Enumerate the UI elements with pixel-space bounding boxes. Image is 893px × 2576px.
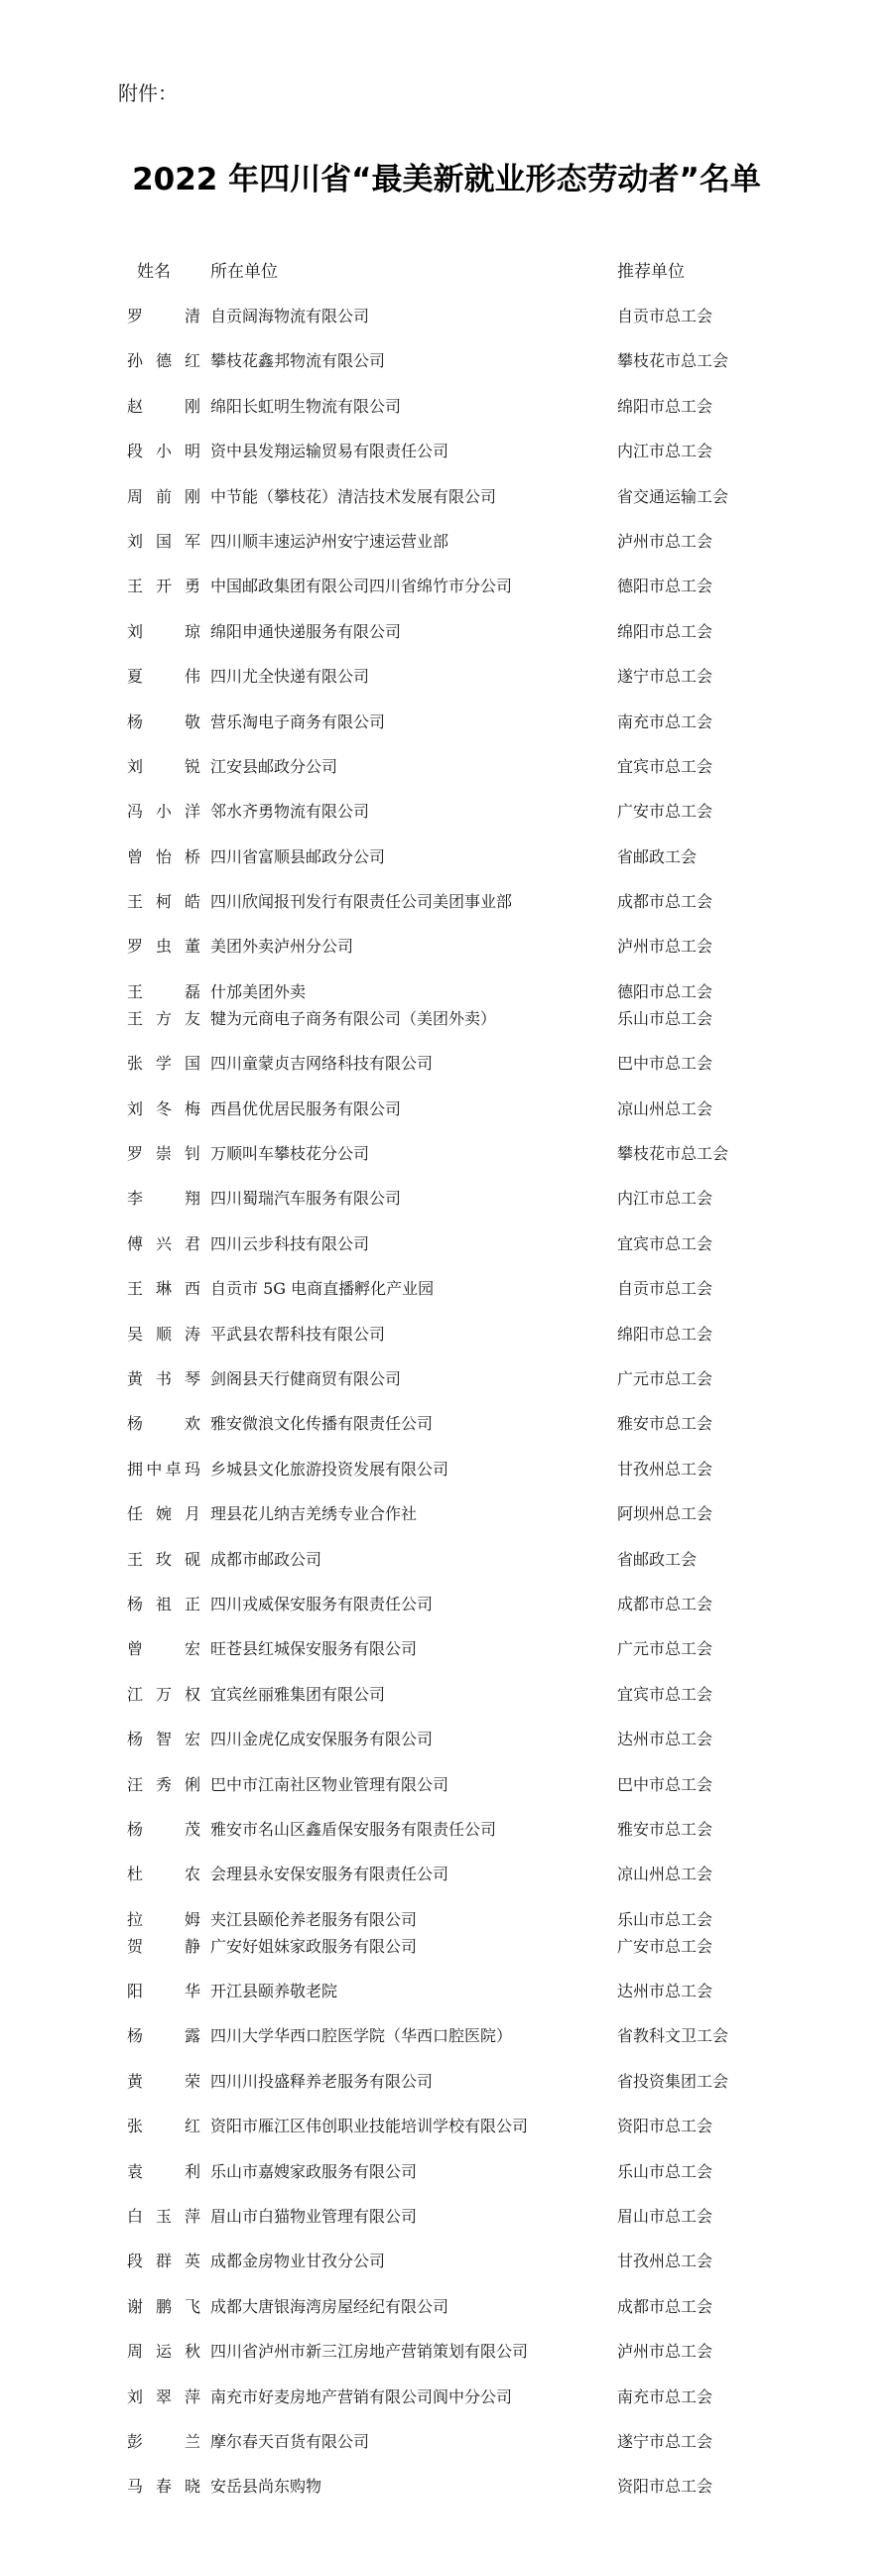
table-row: [0, 800, 893, 844]
row-recommender: 凉山州总工会: [617, 1865, 713, 1884]
header-recommender: 推荐单位: [617, 262, 685, 282]
table-row: [0, 2115, 893, 2159]
row-unit: 四川川投盛释养老服务有限公司: [210, 2071, 434, 2091]
row-unit: 江安县邮政分公司: [210, 756, 338, 776]
row-recommender: 攀枝花市总工会: [617, 1144, 729, 1164]
attachment-label: 附件：: [118, 81, 178, 105]
row-unit: 南充市好麦房地产营销有限公司阆中分公司: [210, 2386, 513, 2406]
row-name: 拥中卓玛: [127, 1459, 200, 1479]
row-unit: 剑阁县天行健商贸有限公司: [210, 1368, 402, 1388]
row-unit: 平武县农帮科技有限公司: [210, 1324, 386, 1344]
table-row: [0, 1232, 893, 1277]
row-recommender: 巴中市总工会: [617, 1054, 713, 1074]
table-row: [0, 440, 893, 484]
header-name: 姓名: [137, 262, 171, 282]
row-unit: 四川顺丰速运泸州安宁速运营业部: [210, 531, 449, 551]
row-name: 贺 静: [127, 1936, 200, 1956]
table-row: [0, 1908, 893, 1935]
row-unit: 营乐淘电子商务有限公司: [210, 711, 386, 731]
row-unit: 中国邮政集团有限公司四川省绵竹市分公司: [210, 577, 513, 596]
row-name: 黄 荣: [127, 2071, 200, 2091]
row-unit: 雅安微浪文化传播有限责任公司: [210, 1414, 434, 1434]
row-unit: 乡城县文化旅游投资发展有限公司: [210, 1459, 449, 1479]
row-unit: 什邡美团外卖: [210, 981, 307, 1001]
row-recommender: 达州市总工会: [617, 1982, 713, 2001]
table-row: [0, 2385, 893, 2430]
row-recommender: 广元市总工会: [617, 1368, 713, 1388]
table-row: [0, 1502, 893, 1547]
row-recommender: 遂宁市总工会: [617, 667, 713, 687]
table-row: [0, 1637, 893, 1682]
row-recommender: 省交通运输工会: [617, 486, 729, 506]
table-row: [0, 2205, 893, 2250]
row-recommender: 内江市总工会: [617, 442, 713, 461]
table-row: [0, 1367, 893, 1412]
row-unit: 乐山市嘉嫂家政服务有限公司: [210, 2161, 418, 2181]
row-recommender: 甘孜州总工会: [617, 2252, 713, 2271]
row-unit: 四川云步科技有限公司: [210, 1233, 370, 1253]
row-name: 杨智宏: [127, 1730, 200, 1749]
table-row: [0, 890, 893, 935]
row-unit: 资阳市雁江区伟创职业技能培训学校有限公司: [210, 2117, 529, 2136]
table-row: [0, 2340, 893, 2384]
row-unit: 开江县颐养敬老院: [210, 1982, 338, 2001]
table-row: [0, 1935, 893, 1980]
row-name: 段群英: [127, 2252, 200, 2271]
row-recommender: 阿坝州总工会: [617, 1504, 713, 1524]
row-name: 杨 欢: [127, 1414, 200, 1434]
table-row: [0, 1980, 893, 2024]
table-row: [0, 575, 893, 619]
row-name: 杨 茂: [127, 1819, 200, 1839]
row-unit: 旺苍县红城保安服务有限公司: [210, 1639, 418, 1659]
row-unit: 成都大唐银海湾房屋经纪有限公司: [210, 2296, 449, 2316]
row-name: 吴顺涛: [127, 1324, 200, 1344]
row-name: 王琳西: [127, 1279, 200, 1299]
row-recommender: 宜宾市总工会: [617, 756, 713, 776]
row-recommender: 泸州市总工会: [617, 937, 713, 957]
row-name: 袁 利: [127, 2161, 200, 2181]
table-row: [0, 710, 893, 755]
row-unit: 中节能（攀枝花）清洁技术发展有限公司: [210, 486, 497, 506]
row-name: 江万权: [127, 1684, 200, 1704]
row-name: 刘国军: [127, 531, 200, 551]
row-recommender: 泸州市总工会: [617, 2342, 713, 2362]
row-recommender: 凉山州总工会: [617, 1098, 713, 1118]
row-name: 张 红: [127, 2117, 200, 2136]
row-unit: 四川省富顺县邮政分公司: [210, 846, 386, 866]
row-recommender: 资阳市总工会: [617, 2477, 713, 2497]
row-recommender: 资阳市总工会: [617, 2117, 713, 2136]
row-name: 李 翔: [127, 1189, 200, 1209]
row-name: 杨祖正: [127, 1594, 200, 1613]
row-recommender: 泸州市总工会: [617, 531, 713, 551]
row-recommender: 广安市总工会: [617, 1936, 713, 1956]
table-row: [0, 1097, 893, 1142]
row-name: 汪秀俐: [127, 1774, 200, 1794]
table-row: [0, 2295, 893, 2340]
row-unit: 巴中市江南社区物业管理有限公司: [210, 1774, 449, 1794]
table-row: [0, 620, 893, 665]
row-recommender: 德阳市总工会: [617, 577, 713, 596]
row-recommender: 广安市总工会: [617, 802, 713, 822]
row-name: 罗 清: [127, 307, 200, 325]
row-name: 周运秋: [127, 2342, 200, 2362]
row-unit: 美团外卖泸州分公司: [210, 937, 354, 957]
row-recommender: 乐山市总工会: [617, 1909, 713, 1929]
table-row: [0, 755, 893, 800]
table-row: [0, 1412, 893, 1457]
table-row: [0, 665, 893, 709]
table-row: [0, 1052, 893, 1096]
table-row: [0, 1548, 893, 1593]
table-row: [0, 1818, 893, 1863]
table-row: [0, 2024, 893, 2069]
row-name: 王开勇: [127, 577, 200, 596]
row-unit: 自贡阔海物流有限公司: [210, 307, 370, 325]
row-recommender: 南充市总工会: [617, 2386, 713, 2406]
row-recommender: 内江市总工会: [617, 1189, 713, 1209]
row-unit: 攀枝花鑫邦物流有限公司: [210, 351, 386, 371]
row-name: 白玉萍: [127, 2207, 200, 2227]
row-recommender: 省邮政工会: [617, 846, 698, 866]
row-recommender: 绵阳市总工会: [617, 396, 713, 416]
table-row: [0, 1007, 893, 1052]
row-recommender: 雅安市总工会: [617, 1819, 713, 1839]
table-row: [0, 485, 893, 530]
row-recommender: 达州市总工会: [617, 1730, 713, 1749]
row-recommender: 绵阳市总工会: [617, 621, 713, 641]
row-name: 王柯皓: [127, 892, 200, 912]
table-row: [0, 349, 893, 394]
table-row: [0, 1593, 893, 1637]
page-title: 2022 年四川省“最美新就业形态劳动者”名单: [132, 162, 761, 197]
table-row: [0, 530, 893, 575]
row-unit: 四川省泸州市新三江房地产营销策划有限公司: [210, 2342, 529, 2362]
table-row: [0, 935, 893, 979]
row-recommender: 广元市总工会: [617, 1639, 713, 1659]
row-name: 曾 宏: [127, 1639, 200, 1659]
row-recommender: 省邮政工会: [617, 1549, 698, 1569]
row-unit: 四川尤全快递有限公司: [210, 667, 370, 687]
row-unit: 会理县永安保安服务有限责任公司: [210, 1865, 449, 1884]
table-row: [0, 395, 893, 440]
row-recommender: 雅安市总工会: [617, 1414, 713, 1434]
row-name: 杨 露: [127, 2026, 200, 2046]
row-recommender: 德阳市总工会: [617, 981, 713, 1001]
row-recommender: 成都市总工会: [617, 1594, 713, 1613]
row-name: 夏 伟: [127, 667, 200, 687]
row-recommender: 成都市总工会: [617, 2296, 713, 2316]
row-unit: 眉山市白猫物业管理有限公司: [210, 2207, 418, 2227]
row-name: 冯小洋: [127, 802, 200, 822]
row-unit: 成都市邮政公司: [210, 1549, 322, 1569]
row-name: 刘 琼: [127, 621, 200, 641]
row-name: 赵 刚: [127, 396, 200, 416]
row-name: 罗崇钊: [127, 1144, 200, 1164]
row-unit: 成都金房物业甘孜分公司: [210, 2252, 386, 2271]
table-row: [0, 305, 893, 349]
table-row: [0, 2475, 893, 2519]
row-unit: 绵阳申通快递服务有限公司: [210, 621, 402, 641]
row-unit: 绵阳长虹明生物流有限公司: [210, 396, 402, 416]
row-recommender: 宜宾市总工会: [617, 1684, 713, 1704]
row-name: 刘 锐: [127, 756, 200, 776]
table-row: [0, 1728, 893, 1772]
row-name: 阳 华: [127, 1982, 200, 2001]
row-unit: 理县花儿纳吉羌绣专业合作社: [210, 1504, 418, 1524]
table-row: [0, 1863, 893, 1907]
table-row: [0, 2250, 893, 2294]
row-name: 彭 兰: [127, 2431, 200, 2451]
row-recommender: 成都市总工会: [617, 892, 713, 912]
row-name: 黄书琴: [127, 1368, 200, 1388]
row-name: 周前刚: [127, 486, 200, 506]
row-unit: 宜宾丝丽雅集团有限公司: [210, 1684, 386, 1704]
row-unit: 夹江县颐伦养老服务有限公司: [210, 1909, 418, 1929]
row-name: 王方友: [127, 1008, 200, 1028]
row-name: 曾怡桥: [127, 846, 200, 866]
row-name: 傅兴君: [127, 1233, 200, 1253]
row-unit: 摩尔春天百货有限公司: [210, 2431, 370, 2451]
row-unit: 资中县发翔运输贸易有限责任公司: [210, 442, 449, 461]
name-list-table: [0, 260, 893, 2520]
table-body: [0, 305, 893, 2520]
row-unit: 邻水齐勇物流有限公司: [210, 802, 370, 822]
row-name: 拉 姆: [127, 1909, 200, 1929]
row-name: 段小明: [127, 442, 200, 461]
row-unit: 西昌优优居民服务有限公司: [210, 1098, 402, 1118]
table-row: [0, 1142, 893, 1187]
row-unit: 四川金虎亿成安保服务有限公司: [210, 1730, 434, 1749]
table-row: [0, 1458, 893, 1502]
row-name: 王玫砚: [127, 1549, 200, 1569]
row-recommender: 巴中市总工会: [617, 1774, 713, 1794]
row-name: 杜 农: [127, 1865, 200, 1884]
row-name: 孙德红: [127, 351, 200, 371]
row-recommender: 宜宾市总工会: [617, 1233, 713, 1253]
row-recommender: 省教科文卫工会: [617, 2026, 729, 2046]
row-unit: 四川蜀瑞汽车服务有限公司: [210, 1189, 402, 1209]
row-unit: 自贡市 5G 电商直播孵化产业园: [210, 1279, 435, 1299]
row-name: 杨 敬: [127, 711, 200, 731]
table-row: [0, 1277, 893, 1322]
row-recommender: 自贡市总工会: [617, 307, 713, 325]
row-name: 刘冬梅: [127, 1098, 200, 1118]
row-unit: 四川戎威保安服务有限责任公司: [210, 1594, 434, 1613]
row-recommender: 乐山市总工会: [617, 2161, 713, 2181]
row-recommender: 乐山市总工会: [617, 1008, 713, 1028]
table-row: [0, 1187, 893, 1231]
row-unit: 四川欣闻报刊发行有限责任公司美团事业部: [210, 892, 513, 912]
row-recommender: 攀枝花市总工会: [617, 351, 729, 371]
row-name: 罗虫董: [127, 937, 200, 957]
table-row: [0, 2070, 893, 2115]
table-row: [0, 1323, 893, 1367]
table-row: [0, 1773, 893, 1818]
row-name: 刘翠萍: [127, 2386, 200, 2406]
table-row: [0, 845, 893, 890]
table-row: [0, 2430, 893, 2475]
row-unit: 四川大学华西口腔医学院（华西口腔医院）: [210, 2026, 513, 2046]
row-name: 马春晓: [127, 2477, 200, 2497]
row-recommender: 眉山市总工会: [617, 2207, 713, 2227]
table-header: [0, 260, 893, 305]
row-recommender: 自贡市总工会: [617, 1279, 713, 1299]
row-recommender: 省投资集团工会: [617, 2071, 729, 2091]
table-row: [0, 2160, 893, 2205]
row-name: 谢鹏飞: [127, 2296, 200, 2316]
table-row: [0, 980, 893, 1007]
row-recommender: 遂宁市总工会: [617, 2431, 713, 2451]
row-name: 任婉月: [127, 1504, 200, 1524]
row-unit: 广安好姐妹家政服务有限公司: [210, 1936, 418, 1956]
row-unit: 犍为元商电子商务有限公司（美团外卖）: [210, 1008, 497, 1028]
row-unit: 四川童蒙贞吉网络科技有限公司: [210, 1054, 434, 1074]
row-name: 王 磊: [127, 981, 200, 1001]
row-unit: 安岳县尚东购物: [210, 2477, 322, 2497]
row-name: 张学国: [127, 1054, 200, 1074]
row-recommender: 绵阳市总工会: [617, 1324, 713, 1344]
header-unit: 所在单位: [210, 262, 278, 282]
row-unit: 万顺叫车攀枝花分公司: [210, 1144, 370, 1164]
row-recommender: 甘孜州总工会: [617, 1459, 713, 1479]
row-recommender: 南充市总工会: [617, 711, 713, 731]
table-row: [0, 1683, 893, 1728]
row-unit: 雅安市名山区鑫盾保安服务有限责任公司: [210, 1819, 497, 1839]
